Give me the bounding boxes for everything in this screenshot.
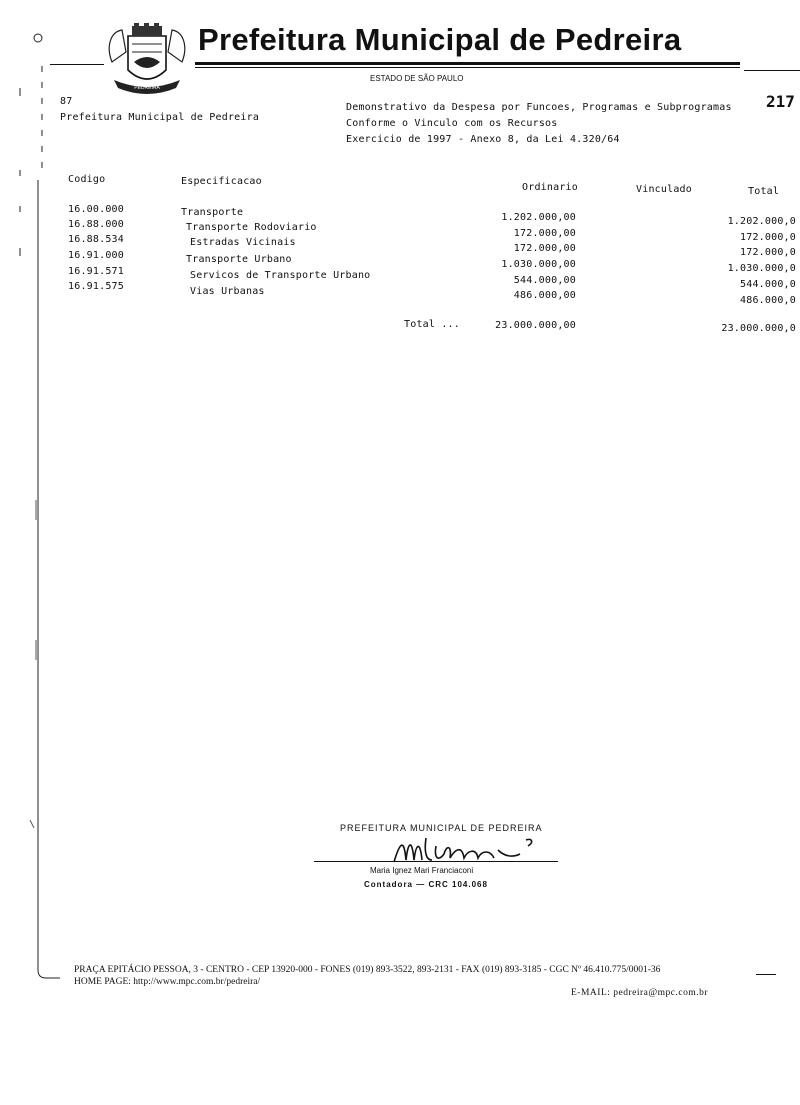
page-title: Prefeitura Municipal de Pedreira [198,22,682,57]
total-label: Total ... [404,319,460,330]
title-underline [195,62,740,65]
row-ordinary: 1.030.000,00 [501,259,576,270]
coat-of-arms-logo [104,22,190,98]
page-number: 217 [766,92,795,111]
state-label: ESTADO DE SÃO PAULO [370,74,464,83]
margin-marks [0,0,60,1105]
report-description-line2: Conforme o Vinculo com os Recursos [346,118,558,129]
footer-homepage: HOME PAGE: http://www.mpc.com.br/pedreira/ [74,977,261,987]
row-spec: Estradas Vicinais [190,237,296,248]
row-ordinary: 486.000,00 [513,290,576,301]
row-total: 544.000,0 [740,279,796,290]
row-total: 486.000,0 [740,295,796,306]
row-ordinary: 1.202.000,00 [501,212,576,223]
row-total: 1.202.000,0 [727,216,796,227]
row-ordinary: 172.000,00 [513,228,576,239]
footer-address: PRAÇA EPITÁCIO PESSOA, 3 - CENTRO - CEP 13920-000 - FONES (019) 893-3522, 893-2131 - FAX (019) 893-3185 - CGC Nº 46.410.775/0001-36 [74,965,661,975]
title-rule-left [50,64,104,65]
signature-line [314,861,558,862]
row-spec: Transporte [181,207,244,218]
title-rule-right [744,70,800,71]
header-total: Total [748,186,780,197]
row-total: 172.000,0 [740,232,796,243]
header-linked: Vinculado [636,184,692,195]
svg-text:PEDREIRA: PEDREIRA [134,85,160,91]
row-spec: Transporte Rodoviario [186,222,317,233]
total-ordinary: 23.000.000,00 [495,320,576,331]
row-spec: Vias Urbanas [190,286,265,297]
header-spec: Especificacao [181,176,262,187]
row-ordinary: 544.000,00 [513,275,576,286]
header-ordinary: Ordinario [522,182,578,193]
row-code: 16.91.575 [68,281,124,292]
footer-rule [756,974,776,975]
row-code: 16.00.000 [68,204,124,215]
header-code: Codigo [68,174,106,185]
signature-org: PREFEITURA MUNICIPAL DE PEDREIRA [340,823,543,833]
footer-email: E-MAIL: pedreira@mpc.com.br [571,988,708,998]
row-spec: Servicos de Transporte Urbano [190,270,371,281]
report-description-line1: Demonstrativo da Despesa por Funcoes, Programas e Subprogramas [346,102,732,113]
row-code: 16.88.534 [68,234,124,245]
title-underline-thin [195,67,740,68]
signer-role: Contadora — CRC 104.068 [364,880,488,889]
row-spec: Transporte Urbano [186,254,292,265]
row-code: 16.91.000 [68,250,124,261]
report-entity: Prefeitura Municipal de Pedreira [60,112,260,123]
report-code: 87 [60,96,73,107]
row-code: 16.88.000 [68,219,124,230]
report-description-line3: Exercicio de 1997 - Anexo 8, da Lei 4.320/64 [346,134,620,145]
total-total: 23.000.000,0 [721,323,796,334]
row-total: 1.030.000,0 [727,263,796,274]
row-total: 172.000,0 [740,247,796,258]
row-ordinary: 172.000,00 [513,243,576,254]
signer-name: Maria Ignez Mari Franciaconi [370,866,474,875]
row-code: 16.91.571 [68,266,124,277]
